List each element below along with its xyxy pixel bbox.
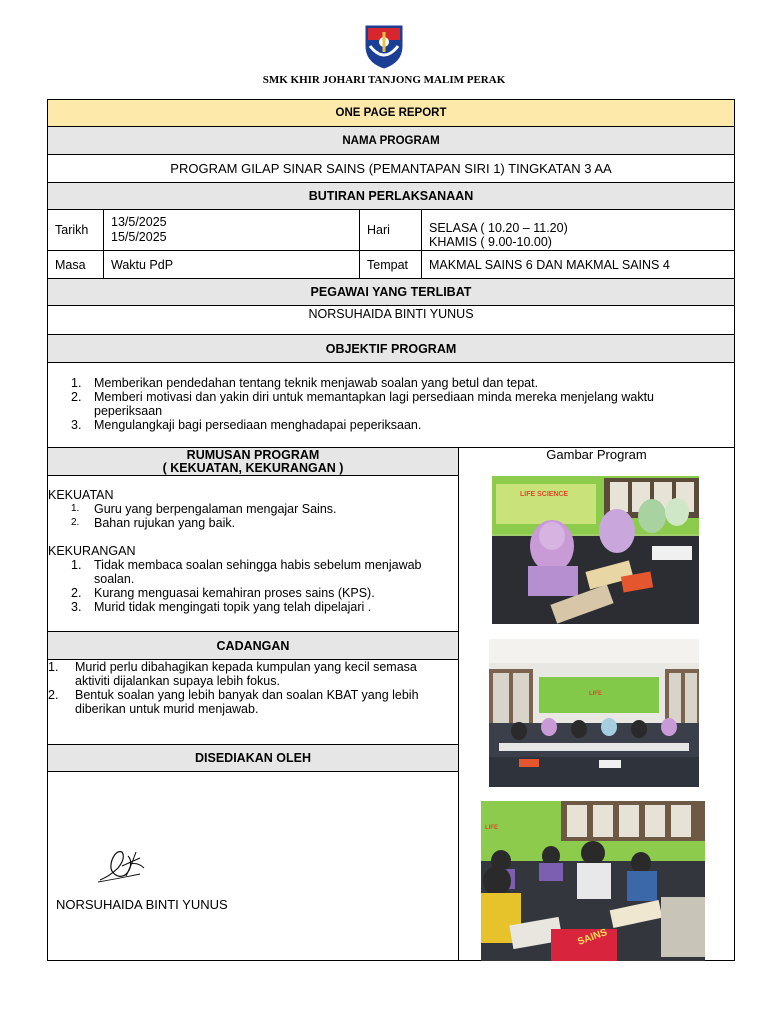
suggestion-box bbox=[47, 659, 459, 745]
list-item: 2. Kurang menguasai kemahiran proses sains (KPS). bbox=[71, 586, 375, 600]
weaknesses-list bbox=[48, 558, 458, 614]
date-values bbox=[103, 209, 360, 251]
program-photo-2 bbox=[489, 639, 699, 787]
summary-heading-1: RUMUSAN PROGRAM bbox=[186, 447, 320, 462]
weaknesses-label: KEKURANGAN bbox=[48, 544, 136, 558]
list-item: 3. Mengulangkaji bagi persediaan menghadapai peperiksaan. bbox=[71, 418, 422, 432]
date-2: 15/5/2025 bbox=[111, 230, 167, 244]
details-heading: BUTIRAN PERLAKSANAAN bbox=[47, 182, 735, 210]
suggestion-list bbox=[48, 660, 458, 716]
program-photo-1 bbox=[492, 476, 699, 624]
list-item: 1. Tidak membaca soalan sehingga habis sebelum menjawab soalan. bbox=[71, 558, 422, 586]
prepared-heading: DISEDIAKAN OLEH bbox=[47, 744, 459, 772]
svg-text:LIFE: LIFE bbox=[485, 825, 498, 831]
list-item: 3. Murid tidak mengingati topik yang telah dipelajari . bbox=[71, 600, 372, 614]
list-item: 2. Bahan rujukan yang baik. bbox=[71, 516, 236, 530]
photo-heading: Gambar Program bbox=[546, 447, 647, 462]
book-text: SAINS bbox=[576, 927, 609, 948]
program-photo-3 bbox=[481, 801, 705, 961]
program-heading: NAMA PROGRAM bbox=[47, 126, 735, 155]
prepared-name: NORSUHAIDA BINTI YUNUS bbox=[56, 897, 228, 912]
time-value: Waktu PdP bbox=[103, 250, 360, 279]
list-item: 2. Bentuk soalan yang lebih banyak dan soalan KBAT yang lebih diberikan untuk murid menjawab. bbox=[48, 688, 419, 716]
day-values bbox=[421, 209, 735, 251]
list-item: 1. Guru yang berpengalaman mengajar Sains. bbox=[71, 502, 337, 516]
strengths-list bbox=[48, 502, 458, 530]
day-2: KHAMIS ( 9.00-10.00) bbox=[429, 235, 552, 249]
place-value: MAKMAL SAINS 6 DAN MAKMAL SAINS 4 bbox=[421, 250, 735, 279]
place-label: Tempat bbox=[359, 250, 422, 279]
strengths-label: KEKUATAN bbox=[48, 488, 114, 502]
list-item: 1. Murid perlu dibahagikan kepada kumpulan yang kecil semasa aktiviti dijalankan supaya lebih fokus. bbox=[48, 660, 417, 688]
list-item: 2. Memberi motivasi dan yakin diri untuk memantapkan lagi persediaan minda mereka menjelang waktu peperiksaan bbox=[71, 390, 655, 418]
day-label: Hari bbox=[359, 209, 422, 251]
program-name: PROGRAM GILAP SINAR SAINS (PEMANTAPAN SIRI 1) TINGKATAN 3 AA bbox=[47, 154, 735, 183]
report-title: ONE PAGE REPORT bbox=[47, 99, 735, 127]
suggestion-heading: CADANGAN bbox=[47, 631, 459, 660]
objective-heading: OBJEKTIF PROGRAM bbox=[47, 334, 735, 363]
school-crest-icon bbox=[364, 24, 404, 70]
summary-heading bbox=[47, 447, 459, 476]
date-label: Tarikh bbox=[47, 209, 104, 251]
time-label: Masa bbox=[47, 250, 104, 279]
signature-icon bbox=[96, 846, 148, 886]
list-item: 1. Memberikan pendedahan tentang teknik menjawab soalan yang betul dan tepat. bbox=[71, 376, 539, 390]
day-1: SELASA ( 10.20 – 11.20) bbox=[429, 221, 568, 235]
poster-text: LIFE SCIENCE bbox=[520, 491, 569, 498]
svg-text:LIFE: LIFE bbox=[589, 691, 602, 697]
objectives-list bbox=[48, 376, 734, 432]
school-name: SMK KHIR JOHARI TANJONG MALIM PERAK bbox=[262, 74, 506, 86]
summary-box bbox=[47, 475, 459, 632]
prepared-box bbox=[47, 771, 459, 961]
summary-heading-2: ( KEKUATAN, KEKURANGAN ) bbox=[162, 460, 344, 475]
officer-name: NORSUHAIDA BINTI YUNUS bbox=[47, 305, 735, 335]
officer-heading: PEGAWAI YANG TERLIBAT bbox=[47, 278, 735, 306]
date-1: 13/5/2025 bbox=[111, 215, 167, 229]
objectives-box bbox=[47, 362, 735, 448]
